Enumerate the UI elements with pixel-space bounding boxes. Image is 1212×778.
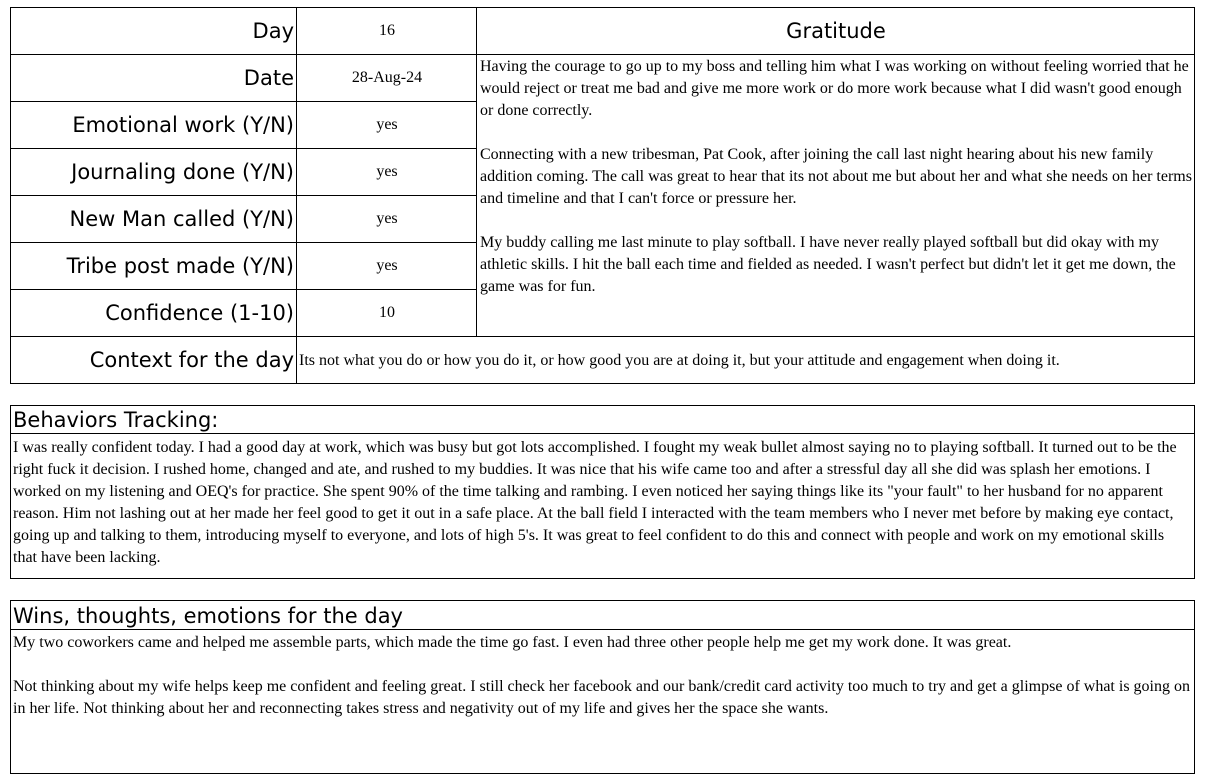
behaviors-text: I was really confident today. I had a good day at work, which was busy but got lots accomplished. I fought my weak bullet almost saying no to playing softball. It turned out to be the right fuck it decision. I rushed home, changed and ate, and rushed to my buddies. It was nice that his wife came too and after a stressful day all she did was splash her emotions. I worked on my listening and OEQ's for practice. She spent 90% of the time talking and rambing. I even noticed her saying things like its "your fault" to her husband for no apparent reason. Him not lashing out at her made her feel good to get it out in a safe place. At the ball field I interacted with the team members who I never met before by making eye contact, going up and talking to them, introducing myself to everyone, and lots of high 5's. It was great to feel confident to do this and connect with people and work on my emotional skills that have been lacking. [13, 439, 1177, 566]
emotional-work-value: yes [376, 115, 398, 133]
emotional-work-label: Emotional work (Y/N) [72, 112, 294, 137]
gratitude-paragraph: Having the courage to go up to my boss and telling him what I was working on without feeling worried that he would reject or treat me bad and give me more work or do more work because what I did wasn't good enough or done correctly. [480, 58, 1189, 119]
wins-paragraph: Not thinking about my wife helps keep me confident and feeling great. I still check her facebook and our bank/credit card activity too much to try and get a glimpse of what is going on in her life. Not thinking about her and reconnecting takes stress and negativity out of my life and gives her the space she wants. [13, 678, 1190, 717]
wins-section [10, 600, 1195, 774]
gratitude-title: Gratitude [786, 18, 886, 43]
gratitude-paragraph: Connecting with a new tribesman, Pat Cook, after joining the call last night hearing about his new family addition coming. The call was great to hear that its not about me but about her and what she needs on her terms and timeline and that I can't force or pressure her. [480, 146, 1192, 207]
gratitude-paragraph: My buddy calling me last minute to play softball. I have never really played softball but did okay with my athletic skills. I hit the ball each time and fielded as needed. I wasn't perfect but didn't let it get me down, the game was for fun. [480, 234, 1176, 295]
wins-title: Wins, thoughts, emotions for the day [13, 604, 403, 628]
behaviors-title: Behaviors Tracking: [13, 408, 219, 432]
gratitude-body [480, 56, 1193, 320]
daily-tracker-table [10, 7, 1195, 384]
confidence-label: Confidence (1-10) [105, 300, 294, 325]
section-divider [10, 433, 1195, 434]
confidence-value: 10 [379, 303, 395, 321]
context-label: Context for the day [89, 348, 294, 372]
tribe-post-label: Tribe post made (Y/N) [66, 253, 294, 278]
wins-body [13, 632, 1191, 742]
journaling-value: yes [376, 162, 398, 180]
new-man-called-value: yes [376, 209, 398, 227]
wins-paragraph: My two coworkers came and helped me assemble parts, which made the time go fast. I even had three other people help me get my work done. It was great. [13, 634, 1012, 651]
tribe-post-value: yes [376, 256, 398, 274]
date-label: Date [243, 65, 294, 90]
journaling-label: Journaling done (Y/N) [71, 159, 294, 184]
section-divider [10, 629, 1195, 630]
behaviors-section [10, 405, 1195, 579]
day-value: 16 [379, 21, 395, 39]
new-man-called-label: New Man called (Y/N) [69, 206, 294, 231]
context-value: Its not what you do or how you do it, or how good you are at doing it, but your attitude and engagement when doing it. [299, 351, 1060, 369]
day-label: Day [252, 18, 294, 43]
date-value: 28-Aug-24 [351, 68, 423, 86]
